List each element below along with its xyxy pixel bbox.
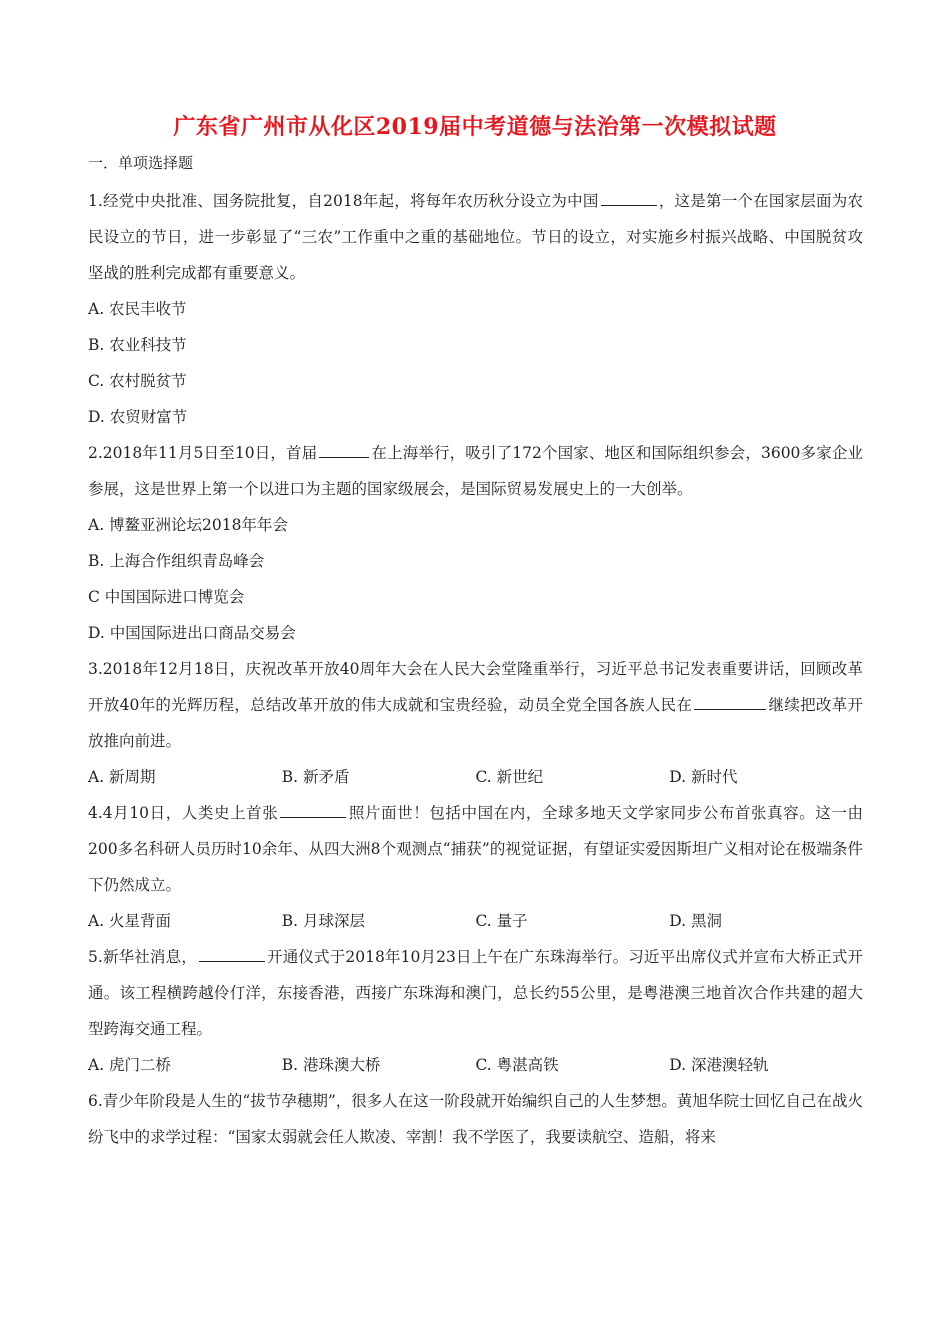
- question-1-option-d: D. 农贸财富节: [88, 408, 188, 426]
- question-2-text-b: 在上海举行，吸引了172个国家、地区和国际组织参会，3600多家企业参展，这是世界上第一个以进口为主题的国家级展会，是国际贸易发展史上的一大创举。: [88, 444, 863, 498]
- question-1-option-c: C. 农村脱贫节: [88, 372, 187, 390]
- question-1-text-b: ，这是第一个在国家层面为农民设立的节日，进一步彰显了“三农”工作重中之重的基础地位。节日的设立，对实施乡村振兴战略、中国脱贫攻坚战的胜利完成都有重要意义。: [88, 192, 863, 282]
- question-4-text-b: 照片面世！包括中国在内，全球多地天文学家同步公布首张真容。这一由200多名科研人员历时10余年、从四大洲8个观测点“捕获”的视觉证据，有望证实爱因斯坦广义相对论在极端条件下仍然成立。: [88, 804, 864, 894]
- question-3-option-c: C. 新世纪: [475, 768, 544, 786]
- question-4-options: [88, 903, 863, 939]
- question-1-option-a: A. 农民丰收节: [88, 300, 187, 318]
- question-5-text-b: 开通仪式于2018年10月23日上午在广东珠海举行。习近平出席仪式并宣布大桥正式开通。该工程横跨越伶仃洋，东接香港，西接广东珠海和澳门，总长约55公里，是粤港澳三地首次合作共建的超大型跨海交通工程。: [88, 948, 863, 1038]
- question-2-option-c: C 中国国际进口博览会: [88, 588, 245, 606]
- question-3-option-a: A. 新周期: [88, 768, 156, 786]
- question-1-option-b: B. 农业科技节: [88, 336, 187, 354]
- question-3-text-b: 继续把改革开放推向前进。: [88, 696, 863, 750]
- question-4-text-a: 4.4月10日，人类史上首张: [88, 804, 279, 822]
- question-5-text-a: 5.新华社消息，: [88, 948, 197, 966]
- question-1-stem: [88, 183, 863, 291]
- question-3-option-d: D. 新时代: [669, 768, 738, 786]
- question-5-options: [88, 1047, 863, 1083]
- question-4-option-b: B. 月球深层: [281, 912, 365, 930]
- answer-blank: [199, 941, 265, 962]
- question-1-text-a: 1.经党中央批准、国务院批复，自2018年起，将每年农历秋分设立为中国: [88, 192, 599, 210]
- question-4-option-a: A. 火星背面: [88, 912, 172, 930]
- question-3-options: [88, 759, 863, 795]
- document-title: 广东省广州市从化区2019届中考道德与法治第一次模拟试题: [173, 114, 777, 140]
- question-5-option-b: B. 港珠澳大桥: [281, 1056, 381, 1074]
- question-5-option-c: C. 粤湛高铁: [475, 1056, 559, 1074]
- question-5-option-d: D. 深港澳轻轨: [669, 1056, 769, 1074]
- question-4-option-c: C. 量子: [475, 912, 528, 930]
- question-3-text-a: 3.2018年12月18日，庆祝改革开放40周年大会在人民大会堂隆重举行，习近平总书记发表重要讲话，回顾改革开放40年的光辉历程，总结改革开放的伟大成就和宝贵经验，动员全党全国各族人民在: [88, 660, 863, 714]
- question-3-stem: [88, 651, 863, 759]
- question-list: [88, 183, 863, 1155]
- question-2-option-d: D. 中国国际进出口商品交易会: [88, 624, 296, 642]
- question-4-option-d: D. 黑洞: [669, 912, 722, 930]
- question-5-option-a: A. 虎门二桥: [88, 1056, 172, 1074]
- question-2-text-a: 2.2018年11月5日至10日，首届: [88, 444, 318, 462]
- section-heading: 一．单项选择题: [88, 154, 194, 172]
- question-4-stem: [88, 795, 863, 903]
- question-2-stem: [88, 435, 863, 507]
- question-6-stem: 6.青少年阶段是人生的“拔节孕穗期”，很多人在这一阶段就开始编织自己的人生梦想。黄旭华院士回忆自己在战火纷飞中的求学过程：“国家太弱就会任人欺凌、宰割！我不学医了，我要读航空、造船，将来: [88, 1092, 863, 1146]
- answer-blank: [694, 689, 766, 710]
- question-2-option-a: A. 博鳌亚洲论坛2018年年会: [88, 516, 288, 534]
- question-3-option-b: B. 新矛盾: [281, 768, 350, 786]
- question-5-stem: [88, 939, 863, 1047]
- answer-blank: [319, 437, 369, 458]
- question-2-option-b: B. 上海合作组织青岛峰会: [88, 552, 265, 570]
- answer-blank: [601, 185, 657, 206]
- answer-blank: [280, 797, 346, 818]
